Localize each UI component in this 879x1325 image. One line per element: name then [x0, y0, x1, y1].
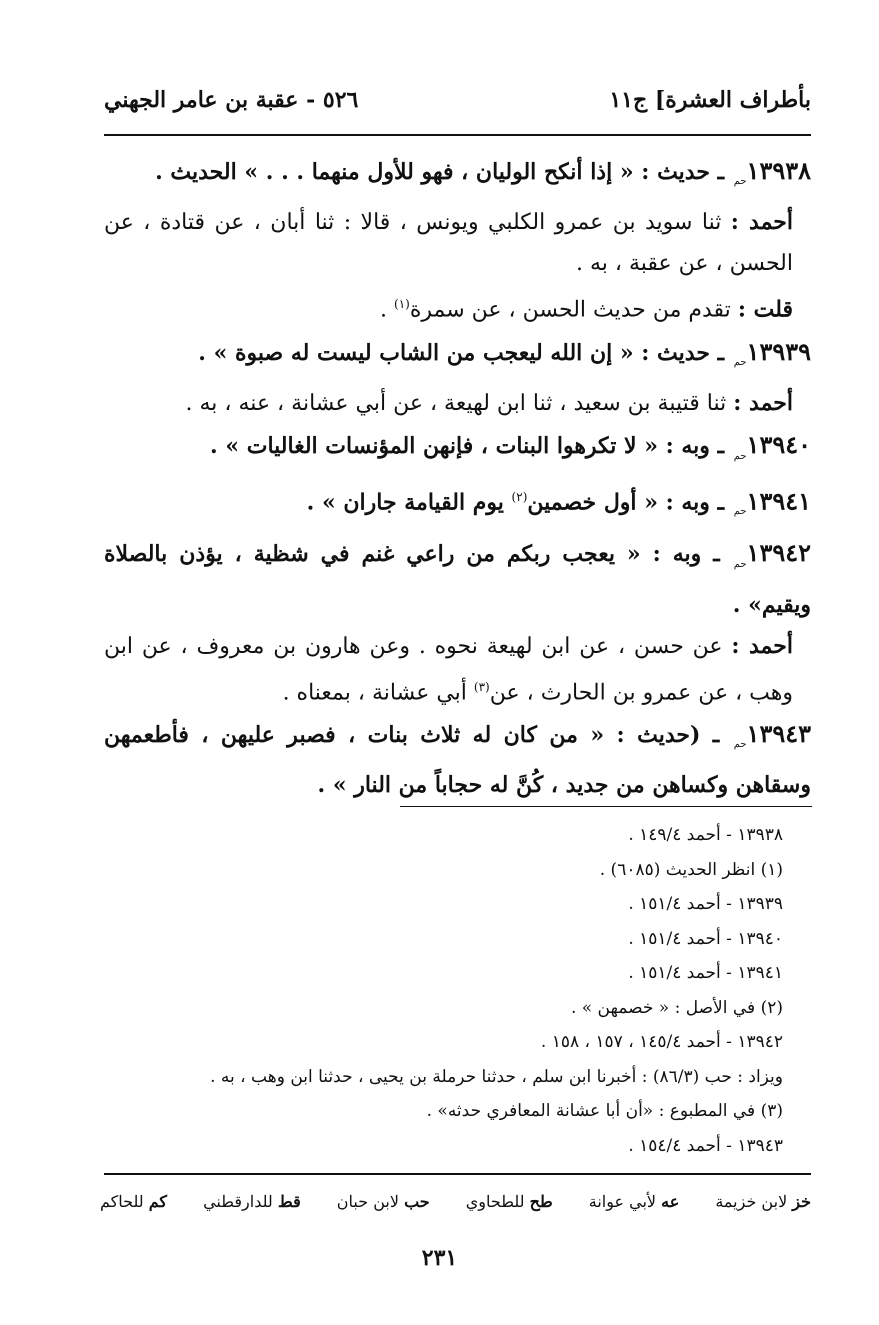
abbreviation-name: لابن خزيمة: [715, 1192, 788, 1211]
hadith-entry: [104, 331, 811, 383]
source-symbol: حم: [733, 450, 747, 462]
abbreviation-item: [466, 1192, 553, 1222]
footnote-line: (٢) في الأصل : « خصمهن » .: [570, 997, 783, 1018]
isnad-text: ثنا قتيبة بن سعيد ، ثنا ابن لهيعة ، عن أبي عشانة ، عنه ، به .: [185, 391, 734, 417]
source-symbol: حم: [733, 357, 747, 369]
hadith-text: ـ (حديث : « من كان له ثلاث بنات ، فصبر عليهن ، فأطعمهن وسقاهن وكساهن من جديد ، كُنَّ له حجاباً من النار » .: [104, 721, 811, 799]
source-symbol: حم: [733, 506, 747, 518]
isnad-text: عن حسن ، عن ابن لهيعة نحوه . وعن هارون بن معروف ، عن ابن وهب ، عن عمرو بن الحارث ، عن: [104, 633, 793, 705]
footnote-line: ١٣٩٤٢ - أحمد ١٤٥/٤ ، ١٥٧ ، ١٥٨ .: [540, 1032, 783, 1052]
hadith-text: ـ وبه : « يعجب ربكم من راعي غنم في شظية ، يؤذن بالصلاة ويقيم» .: [104, 541, 811, 618]
hadith-number: ١٣٩٤٢: [746, 538, 811, 568]
note-label: قلت :: [737, 296, 793, 323]
abbreviation-item: [100, 1192, 167, 1222]
abbreviation-item: [203, 1192, 301, 1222]
bottom-rule: [104, 1173, 811, 1175]
source-symbol: حم: [733, 739, 747, 751]
abbreviation-name: للحاكم: [100, 1192, 144, 1211]
footnote-mark: (٢): [511, 489, 528, 504]
abbreviation-name: للدارقطني: [203, 1192, 273, 1211]
hadith-text: ـ وبه : « أول خصمين: [527, 488, 732, 515]
running-header: [104, 80, 811, 120]
abbreviation-item: [337, 1192, 430, 1222]
abbreviation-name: لأبي عوانة: [588, 1192, 657, 1211]
isnad: [104, 202, 793, 284]
footnote-line: ويزاد : حب (٨٦/٣) : أخبرنا ابن سلم ، حدثنا حرملة بن يحيى ، حدثنا ابن وهب ، به .: [210, 1066, 783, 1087]
abbreviation-code: قط: [277, 1192, 301, 1211]
footnote-line: ١٣٩٣٩ - أحمد ١٥١/٤ .: [628, 894, 783, 914]
isnad: [104, 626, 793, 713]
footnote-line: (٣) في المطبوع : «أن أبا عشانة المعافري حدثه» .: [426, 1101, 783, 1121]
hadith-entry: [104, 532, 811, 625]
header-rule: [104, 134, 811, 136]
abbreviation-code: كم: [148, 1192, 168, 1211]
hadith-text: ـ وبه : « لا تكرهوا البنات ، فإنهن المؤنسات الغاليات » .: [210, 433, 732, 460]
footnote-line: ١٣٩٤٠ - أحمد ١٥١/٤ .: [628, 928, 783, 949]
hadith-text: ـ حديث : « إذا أنكح الوليان ، فهو للأول منهما . . . » الحديث .: [155, 159, 732, 185]
hadith-entry: [104, 424, 811, 476]
abbreviation-code: عه: [661, 1192, 680, 1211]
abbreviation-item: [589, 1192, 680, 1222]
footnotes: [104, 818, 783, 1163]
hadith-entry: [104, 477, 811, 533]
footnote-rule: [400, 806, 812, 807]
hadith-number: ١٣٩٤٣: [746, 718, 811, 748]
isnad: [104, 383, 793, 424]
source-symbol: حم: [733, 176, 747, 188]
source-symbol: حم: [733, 558, 747, 570]
header-volume: بأطراف العشرة] ج١١: [609, 87, 811, 113]
footnote-line: ١٣٩٣٨ - أحمد ١٤٩/٤ .: [628, 825, 783, 845]
footnote-mark: (٣): [473, 679, 490, 694]
hadith-entry: [104, 713, 811, 806]
abbreviation-code: خز: [792, 1192, 811, 1211]
footnote-line: ١٣٩٤١ - أحمد ١٥١/٤ .: [628, 963, 783, 983]
hadith-text-cont: يوم القيامة جاران » .: [306, 488, 512, 515]
source-name: أحمد :: [733, 390, 793, 417]
source-name: أحمد :: [730, 209, 793, 236]
isnad-text: ثنا سويد بن عمرو الكلبي ويونس ، قالا : ثنا أبان ، عن قتادة ، عن الحسن ، عن عقبة ، به .: [104, 210, 793, 277]
abbreviation-code: طح: [529, 1192, 553, 1211]
footnote-mark: (١): [394, 297, 410, 312]
abbreviation-key: [100, 1192, 811, 1222]
note-end: .: [380, 297, 395, 323]
header-chapter: ٥٢٦ - عقبة بن عامر الجهني: [104, 87, 359, 113]
abbreviation-name: لابن حبان: [336, 1192, 399, 1211]
note-text: تقدم من حديث الحسن ، عن سمرة: [409, 297, 738, 323]
abbreviation-name: للطحاوي: [465, 1192, 525, 1211]
isnad-text-cont: أبي عشانة ، بمعناه .: [282, 679, 474, 705]
source-name: أحمد :: [731, 632, 793, 659]
hadith-number: ١٣٩٣٨: [746, 156, 811, 185]
footnote-line: (١) انظر الحديث (٦٠٨٥) .: [599, 859, 783, 880]
abbreviation-code: حب: [404, 1192, 430, 1211]
hadith-number: ١٣٩٤٠: [746, 430, 811, 460]
main-text: [104, 150, 811, 806]
footnote-line: ١٣٩٤٣ - أحمد ١٥٤/٤ .: [628, 1135, 783, 1156]
hadith-entry: [104, 150, 811, 202]
hadith-text: ـ حديث : « إن الله ليعجب من الشاب ليست له صبوة » .: [198, 339, 732, 366]
page-number: ٢٣١: [421, 1245, 458, 1271]
hadith-number: ١٣٩٣٩: [746, 336, 811, 366]
abbreviation-item: [715, 1192, 811, 1222]
hadith-number: ١٣٩٤١: [746, 485, 811, 515]
editor-note: [104, 284, 793, 330]
